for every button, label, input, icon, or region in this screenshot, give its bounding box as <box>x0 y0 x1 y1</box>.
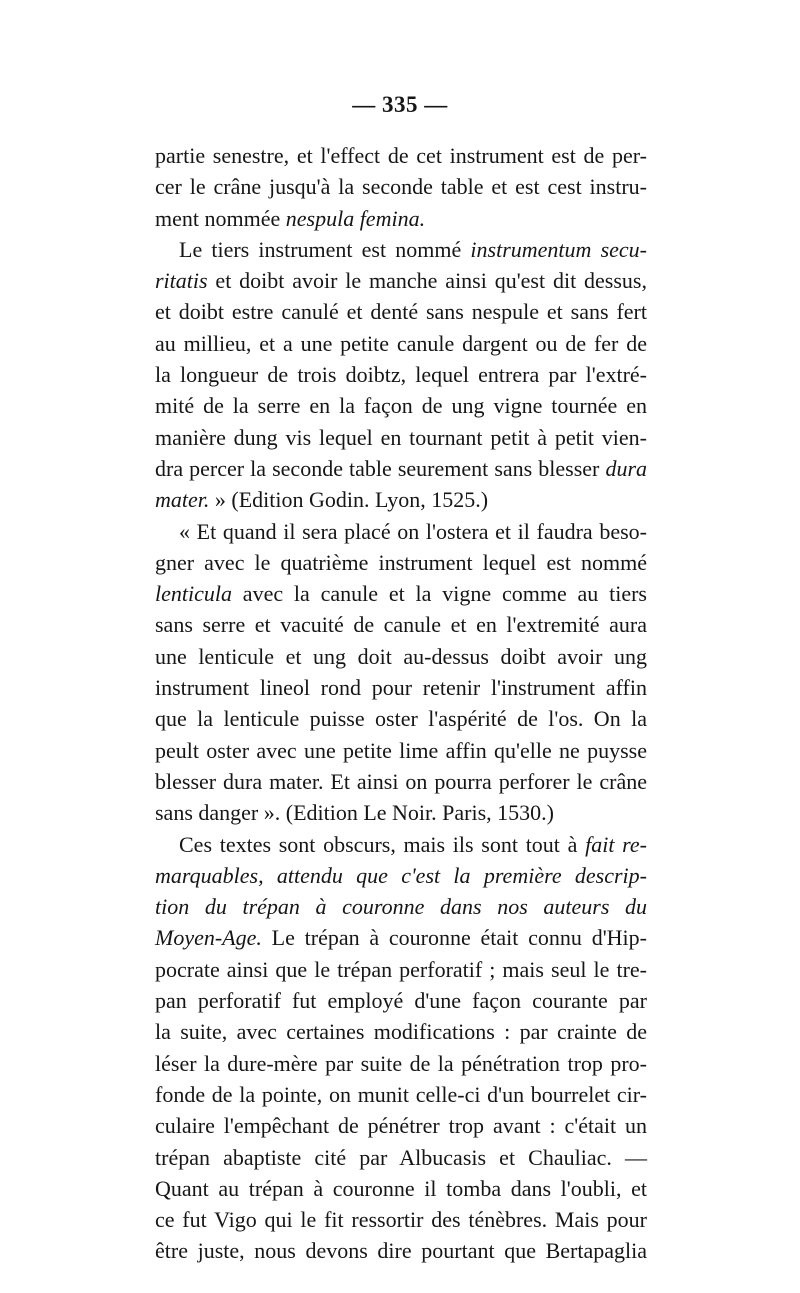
text-line <box>155 484 647 515</box>
line-text: pocrate ainsi que le trépan perforatif ; mais seul le tre- <box>155 956 647 982</box>
text-line <box>155 516 647 547</box>
text-line <box>155 1079 647 1110</box>
italic-text: Moyen-Age. <box>155 925 262 951</box>
line-text: peult oster avec une petite lime affin qu'elle ne puysse <box>155 737 647 763</box>
italic-text: tion du trépan à couronne dans nos auteurs du <box>155 894 647 920</box>
italic-text: mater. <box>155 487 210 513</box>
line-text: la suite, avec certaines modifications : par crainte de <box>155 1019 647 1045</box>
text-line <box>155 1016 647 1047</box>
italic-text: instrumentum secu- <box>470 236 648 262</box>
line-text: sans danger ». (Edition Le Noir. Paris, 1530.) <box>155 800 554 826</box>
text-line <box>155 891 647 922</box>
line-text: une lenticule et ung doit au-dessus doibt avoir ung <box>155 643 647 669</box>
line-text: Quant au trépan à couronne il tomba dans l'oubli, et <box>155 1175 647 1201</box>
line-text: Le trépan à couronne était connu d'Hip- <box>261 925 647 951</box>
body-text <box>155 140 647 1267</box>
text-line <box>155 985 647 1016</box>
italic-text: lenticula <box>155 581 232 607</box>
text-line <box>155 954 647 985</box>
text-line <box>155 1048 647 1079</box>
text-line <box>155 171 647 202</box>
line-text: et doibt avoir le manche ainsi qu'est dit dessus, <box>207 268 647 294</box>
line-text: partie senestre, et l'effect de cet instrument est de per- <box>155 143 647 168</box>
line-text: manière dung vis lequel en tournant petit à petit vien- <box>155 424 647 450</box>
italic-text: marquables, attendu que c'est la première descrip- <box>155 862 647 888</box>
line-text: gner avec le quatrième instrument lequel est nommé <box>155 549 647 575</box>
text-line <box>155 609 647 640</box>
italic-text: ritatis <box>155 268 208 294</box>
text-line <box>155 1110 647 1141</box>
text-line <box>155 422 647 453</box>
text-line <box>155 735 647 766</box>
text-line <box>155 797 647 828</box>
text-line <box>155 703 647 734</box>
text-line <box>155 453 647 484</box>
text-line <box>155 1173 647 1204</box>
line-text: pan perforatif fut employé d'une façon courante par <box>155 988 647 1014</box>
line-text: être juste, nous devons dire pourtant que Bertapaglia <box>155 1238 647 1264</box>
line-text: » (Edition Godin. Lyon, 1525.) <box>209 487 489 513</box>
page-number: — 335 — <box>352 92 448 117</box>
text-line <box>155 140 647 171</box>
text-line <box>155 390 647 421</box>
text-line <box>155 296 647 327</box>
line-text: Ces textes sont obscurs, mais ils sont tout à <box>179 831 586 857</box>
line-text: instrument lineol rond pour retenir l'instrument affin <box>155 675 647 701</box>
text-line <box>155 672 647 703</box>
text-line <box>155 203 647 234</box>
line-text: fonde de la pointe, on munit celle-ci d'un bourrelet cir- <box>155 1081 647 1107</box>
text-line <box>155 766 647 797</box>
text-line <box>155 1204 647 1235</box>
line-text: mité de la serre en la façon de ung vigne tournée en <box>155 393 647 419</box>
line-text: dra percer la seconde table seurement sans blesser <box>155 455 606 481</box>
line-text: sans serre et vacuité de canule et en l'extremité aura <box>155 612 647 638</box>
line-text: ce fut Vigo qui le fit ressortir des ténèbres. Mais pour <box>155 1207 647 1233</box>
text-line <box>155 860 647 891</box>
text-line <box>155 1235 647 1266</box>
text-line <box>155 359 647 390</box>
line-text: cer le crâne jusqu'à la seconde table et est cest instru- <box>155 174 647 200</box>
text-line <box>155 578 647 609</box>
line-text: ment nommée <box>155 205 286 231</box>
line-text: que la lenticule puisse oster l'aspérité de l'os. On la <box>155 706 647 732</box>
line-text: culaire l'empêchant de pénétrer trop avant : c'était un <box>155 1113 647 1139</box>
line-text: et doibt estre canulé et denté sans nespule et sans fert <box>155 299 647 325</box>
text-line <box>155 922 647 953</box>
italic-text: nespula femina. <box>285 205 426 231</box>
line-text: léser la dure-mère par suite de la pénétration trop pro- <box>155 1050 647 1076</box>
text-line <box>155 829 647 860</box>
line-text: au millieu, et a une petite canule dargent ou de fer de <box>155 330 647 356</box>
text-line <box>155 328 647 359</box>
line-text: la longueur de trois doibtz, lequel entrera par l'extré- <box>155 362 647 388</box>
text-line <box>155 547 647 578</box>
line-text: Le tiers instrument est nommé <box>179 236 471 262</box>
text-line <box>155 641 647 672</box>
italic-text: dura <box>605 455 647 481</box>
line-text: blesser dura mater. Et ainsi on pourra perforer le crâne <box>155 768 647 794</box>
line-text: avec la canule et la vigne comme au tiers <box>231 581 647 607</box>
line-text: trépan abaptiste cité par Albucasis et Chauliac. — <box>155 1144 647 1170</box>
text-line <box>155 1142 647 1173</box>
italic-text: fait re- <box>585 831 647 857</box>
text-line <box>155 265 647 296</box>
line-text: « Et quand il sera placé on l'ostera et il faudra beso- <box>179 518 647 544</box>
text-line <box>155 234 647 265</box>
